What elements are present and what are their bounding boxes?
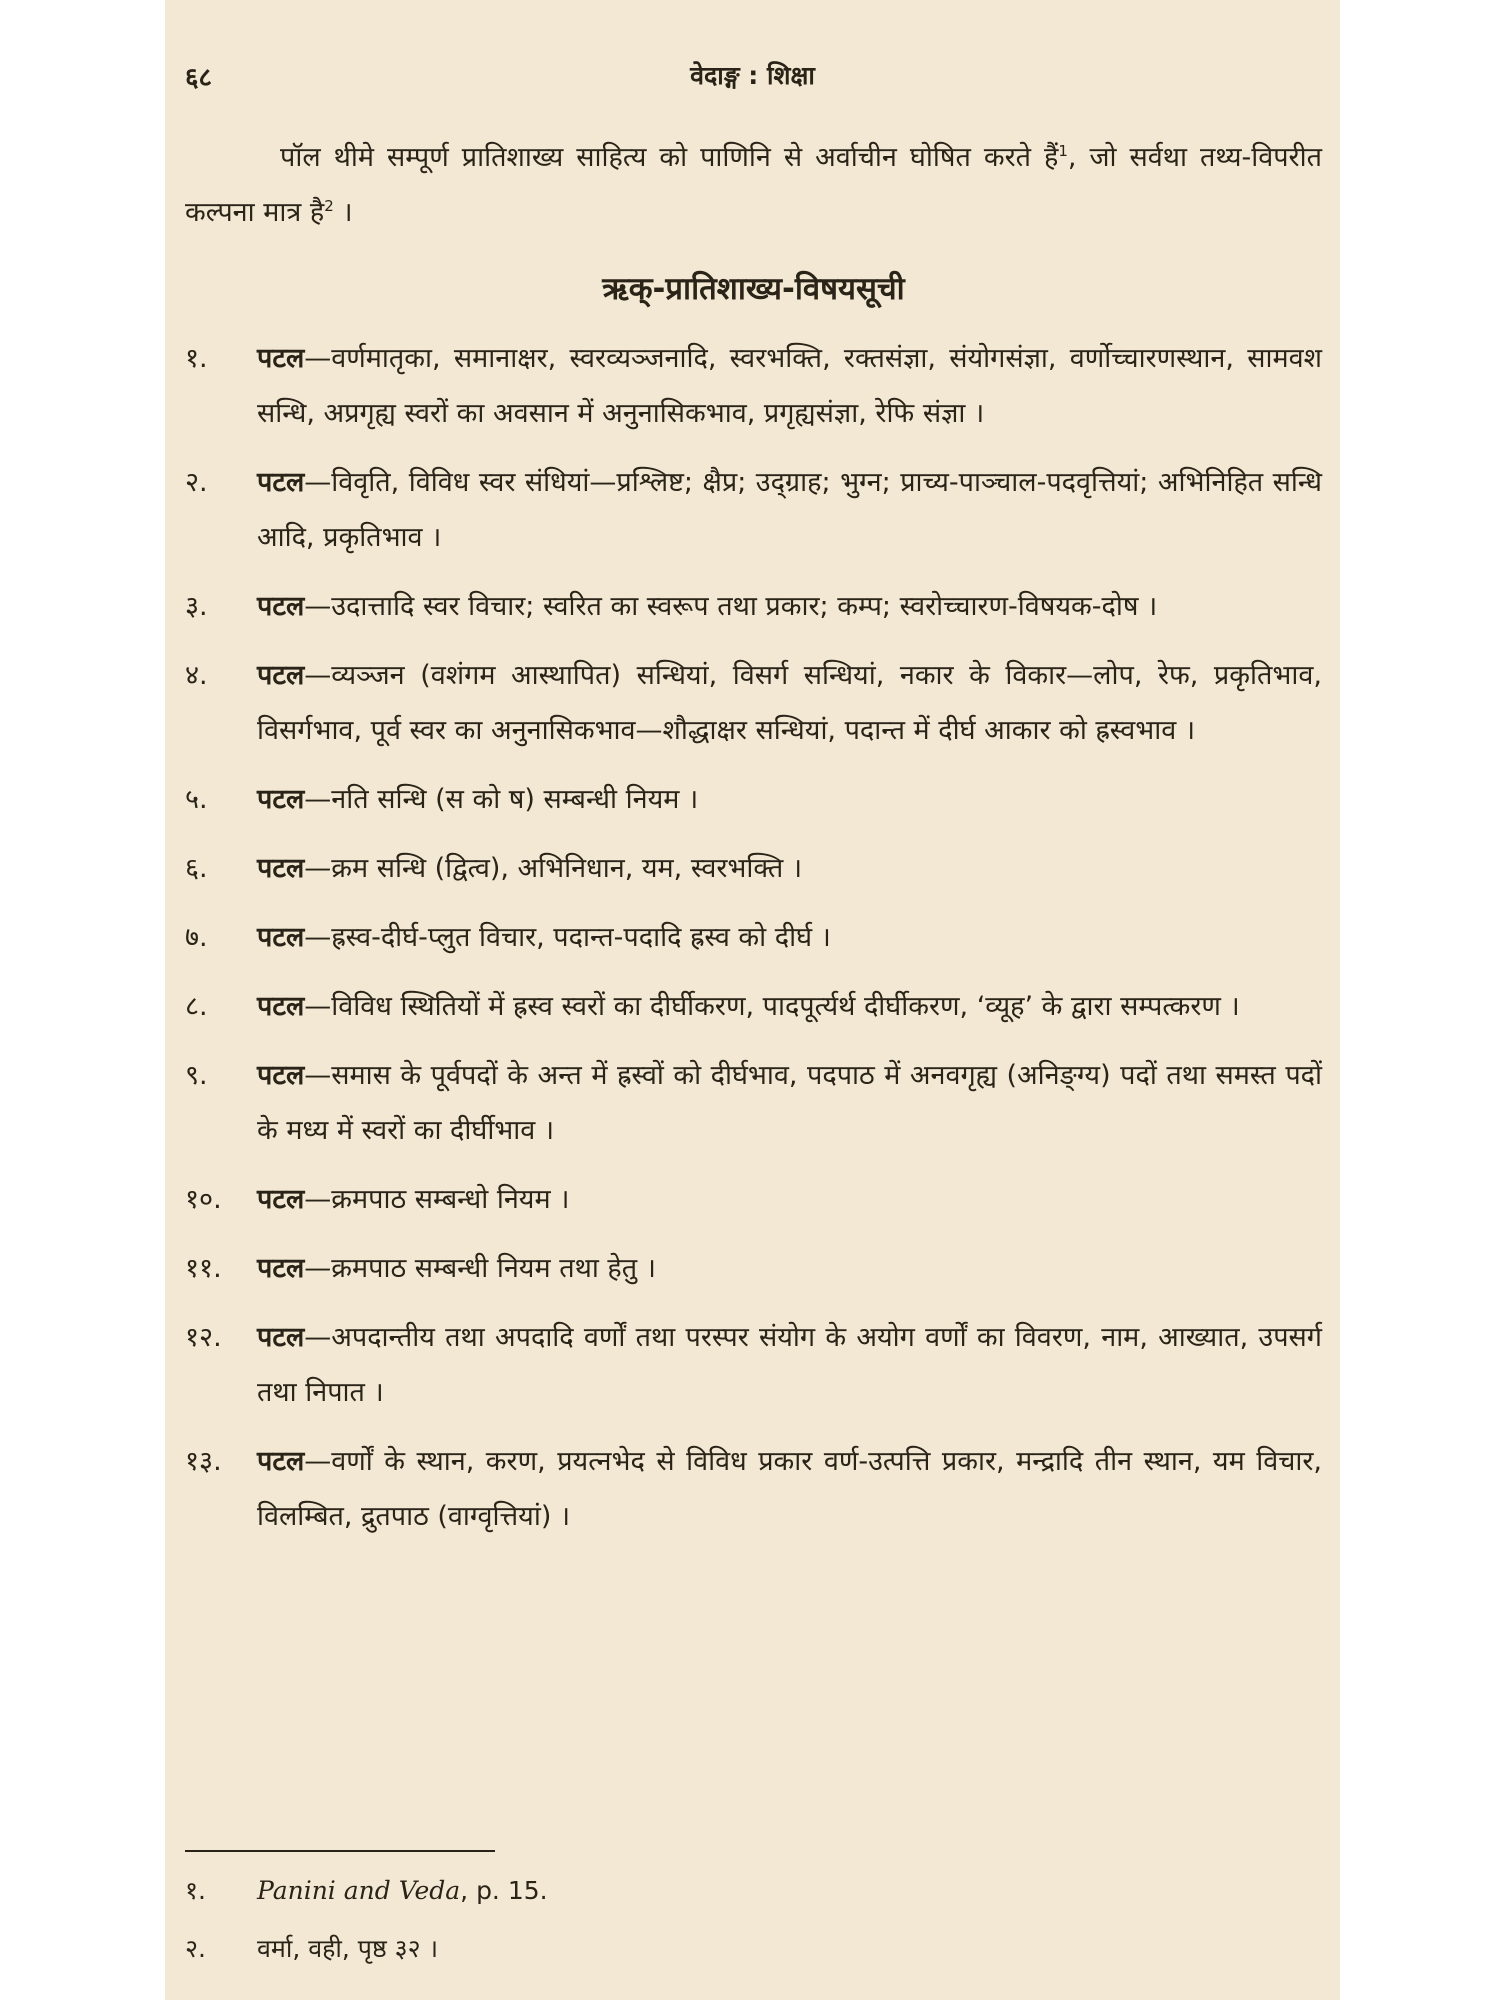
patal-entry bbox=[185, 455, 1322, 565]
patal-text: —क्रमपाठ सम्बन्धो नियम । bbox=[304, 1184, 570, 1215]
patal-number: १०. bbox=[185, 1184, 222, 1215]
patal-entry bbox=[185, 1172, 1322, 1227]
patal-text: —नति सन्धि (स को ष) सम्बन्धी नियम । bbox=[304, 784, 699, 815]
patal-label: पटल bbox=[257, 660, 305, 691]
patal-label: पटल bbox=[257, 1184, 305, 1215]
footnote-item bbox=[185, 1862, 1322, 1920]
page-header bbox=[185, 58, 1320, 98]
footnote-number: १. bbox=[185, 1876, 206, 1905]
footnote-number: २. bbox=[185, 1934, 206, 1963]
footnote-ref-2: 2 bbox=[324, 197, 334, 215]
footnote-text: वर्मा, वही, पृष्ठ ३२ । bbox=[257, 1934, 439, 1963]
intro-text-2: , जो सर्वथा तथ्य-विपरीत कल्पना मात्र है bbox=[185, 142, 1322, 228]
intro-text-1: पॉल थीमे सम्पूर्ण प्रातिशाख्य साहित्य को पाणिनि से अर्वाचीन घोषित करते हैं bbox=[280, 142, 1059, 173]
patal-text: —विवृति, विविध स्वर संधियां—प्रश्लिष्ट; क्षैप्र; उद्ग्राह; भुग्न; प्राच्य-पाञ्चाल-पदवृत्तियां; अभिनिहित सन्धि आदि, प्रकृतिभाव । bbox=[257, 467, 1322, 553]
patal-entry bbox=[185, 648, 1322, 758]
section-heading: ऋक्-प्रातिशाख्य-विषयसूची bbox=[602, 271, 905, 307]
footnote-item bbox=[185, 1920, 1322, 1978]
patal-text: —उदात्तादि स्वर विचार; स्वरित का स्वरूप तथा प्रकार; कम्प; स्वरोच्चारण-विषयक-दोष । bbox=[304, 591, 1158, 622]
patal-text: —अपदान्तीय तथा अपदादि वर्णों तथा परस्पर संयोग के अयोग वर्णों का विवरण, नाम, आख्यात, उपसर्ग तथा निपात । bbox=[257, 1322, 1322, 1408]
patal-text: —वर्णों के स्थान, करण, प्रयत्नभेद से विविध प्रकार वर्ण-उत्पत्ति प्रकार, मन्द्रादि तीन स्थान, यम विचार, विलम्बित, द्रुतपाठ (वाग्वृत्तियां) । bbox=[257, 1446, 1322, 1532]
patal-label: पटल bbox=[257, 1322, 305, 1353]
patal-label: पटल bbox=[257, 467, 305, 498]
patal-entry bbox=[185, 1434, 1322, 1544]
patal-entry bbox=[185, 841, 1322, 896]
patal-number: १२. bbox=[185, 1322, 222, 1353]
patal-label: पटल bbox=[257, 1060, 305, 1091]
page-number: ६८ bbox=[185, 63, 213, 93]
patal-number: २. bbox=[185, 467, 208, 498]
patal-entry bbox=[185, 772, 1322, 827]
patal-label: पटल bbox=[257, 1253, 305, 1284]
patal-label: पटल bbox=[257, 853, 305, 884]
patal-number: ८. bbox=[185, 991, 208, 1022]
patal-text: —व्यञ्जन (वशंगम आस्थापित) सन्धियां, विसर्ग सन्धियां, नकार के विकार—लोप, रेफ, प्रकृतिभाव, विसर्गभाव, पूर्व स्वर का अनुनासिकभाव—शौद्धाक्षर सन्धियां, पदान्त में दीर्घ आकार को ह्रस्वभाव । bbox=[257, 660, 1322, 746]
patal-text: —विविध स्थितियों में ह्रस्व स्वरों का दीर्घीकरण, पादपूर्त्यर्थ दीर्घीकरण, ‘व्यूह’ के द्वारा सम्पत्करण । bbox=[304, 991, 1240, 1022]
patal-entry bbox=[185, 331, 1322, 441]
book-page bbox=[165, 0, 1340, 2000]
patal-number: ११. bbox=[185, 1253, 222, 1284]
patal-label: पटल bbox=[257, 922, 305, 953]
patal-number: ५. bbox=[185, 784, 208, 815]
patal-list bbox=[185, 331, 1322, 1544]
patal-label: पटल bbox=[257, 991, 305, 1022]
intro-text-3: । bbox=[333, 197, 353, 228]
patal-number: १. bbox=[185, 343, 208, 374]
patal-label: पटल bbox=[257, 1446, 305, 1477]
patal-text: —वर्णमातृका, समानाक्षर, स्वरव्यञ्जनादि, स्वरभक्ति, रक्तसंज्ञा, संयोगसंज्ञा, वर्णोच्चारणस्थान, सामवश सन्धि, अप्रगृह्य स्वरों का अवसान में अनुनासिकभाव, प्रगृह्यसंज्ञा, रेफि संज्ञा । bbox=[257, 343, 1322, 429]
patal-entry bbox=[185, 1048, 1322, 1158]
patal-label: पटल bbox=[257, 591, 305, 622]
patal-number: ४. bbox=[185, 660, 208, 691]
patal-entry bbox=[185, 1310, 1322, 1420]
patal-text: —ह्रस्व-दीर्घ-प्लुत विचार, पदान्त-पदादि ह्रस्व को दीर्घ । bbox=[304, 922, 831, 953]
patal-text: —समास के पूर्वपदों के अन्त में ह्रस्वों को दीर्घभाव, पदपाठ में अनवगृह्य (अनिङ्ग्य) पदों तथा समस्त पदों के मध्य में स्वरों का दीर्घीभाव । bbox=[257, 1060, 1322, 1146]
patal-entry bbox=[185, 910, 1322, 965]
patal-number: ३. bbox=[185, 591, 208, 622]
patal-entry bbox=[185, 979, 1322, 1034]
patal-text: —क्रम सन्धि (द्वित्व), अभिनिधान, यम, स्वरभक्ति । bbox=[304, 853, 803, 884]
footnote-text: , p. 15. bbox=[460, 1876, 548, 1905]
running-title: वेदाङ्ग : शिक्षा bbox=[690, 61, 815, 90]
footnote-ref-1: 1 bbox=[1058, 142, 1068, 160]
intro-paragraph bbox=[185, 130, 1322, 240]
footnote-title: Panini and Veda bbox=[257, 1876, 461, 1905]
patal-number: ९. bbox=[185, 1060, 208, 1091]
footnote-divider bbox=[185, 1850, 495, 1852]
patal-text: —क्रमपाठ सम्बन्धी नियम तथा हेतु । bbox=[304, 1253, 656, 1284]
page-content bbox=[185, 130, 1322, 1558]
patal-label: पटल bbox=[257, 784, 305, 815]
patal-entry bbox=[185, 579, 1322, 634]
patal-entry bbox=[185, 1241, 1322, 1296]
patal-number: ७. bbox=[185, 922, 208, 953]
patal-number: ६. bbox=[185, 853, 208, 884]
patal-label: पटल bbox=[257, 343, 305, 374]
footnotes bbox=[185, 1850, 1322, 1978]
patal-number: १३. bbox=[185, 1446, 222, 1477]
